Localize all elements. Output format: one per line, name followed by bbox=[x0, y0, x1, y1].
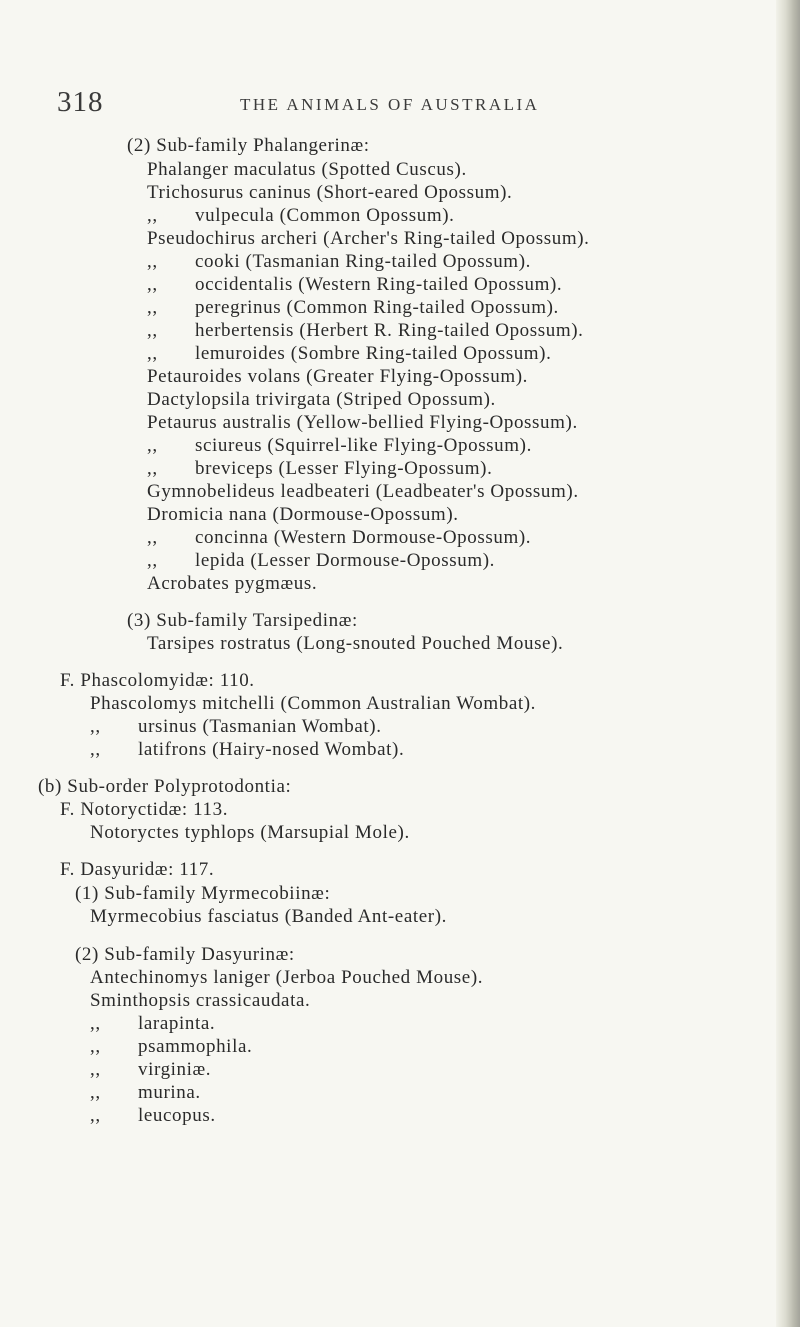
text-line: ,, murina. bbox=[90, 1082, 201, 1103]
text-line: (2) Sub-family Phalangerinæ: bbox=[127, 135, 370, 156]
text-line: ,, peregrinus (Common Ring-tailed Opossum). bbox=[147, 297, 559, 318]
text-line: ,, psammophila. bbox=[90, 1036, 253, 1057]
text-line: ,, sciureus (Squirrel-like Flying-Opossum). bbox=[147, 435, 532, 456]
text-line: ,, larapinta. bbox=[90, 1013, 216, 1034]
text-line: ,, breviceps (Lesser Flying-Opossum). bbox=[147, 458, 493, 479]
text-line: ,, cooki (Tasmanian Ring-tailed Opossum). bbox=[147, 251, 531, 272]
text-line: ,, herbertensis (Herbert R. Ring-tailed Opossum). bbox=[147, 320, 584, 341]
text-line: ,, vulpecula (Common Opossum). bbox=[147, 205, 455, 226]
text-line: Phascolomys mitchelli (Common Australian Wombat). bbox=[90, 693, 537, 714]
text-line: ,, latifrons (Hairy-nosed Wombat). bbox=[90, 739, 405, 760]
text-line: (2) Sub-family Dasyurinæ: bbox=[75, 944, 295, 965]
running-head: THE ANIMALS OF AUSTRALIA bbox=[240, 95, 540, 114]
text-line: F. Notoryctidæ: 113. bbox=[60, 799, 229, 820]
text-line: Dactylopsila trivirgata (Striped Opossum). bbox=[147, 389, 496, 410]
text-line: Petauroides volans (Greater Flying-Opossum). bbox=[147, 366, 528, 387]
text-line: F. Phascolomyidæ: 110. bbox=[60, 670, 255, 691]
text-line: (b) Sub-order Polyprotodontia: bbox=[38, 776, 292, 797]
text-line: Tarsipes rostratus (Long-snouted Pouched Mouse). bbox=[147, 633, 564, 654]
page-number: 318 bbox=[57, 86, 104, 118]
text-line: ,, lepida (Lesser Dormouse-Opossum). bbox=[147, 550, 495, 571]
text-line: ,, virginiæ. bbox=[90, 1059, 212, 1080]
text-line: (1) Sub-family Myrmecobiinæ: bbox=[75, 883, 331, 904]
text-line: ,, ursinus (Tasmanian Wombat). bbox=[90, 716, 382, 737]
text-line: Notoryctes typhlops (Marsupial Mole). bbox=[90, 822, 410, 843]
text-line: Acrobates pygmæus. bbox=[147, 573, 318, 594]
text-line: ,, leucopus. bbox=[90, 1105, 216, 1126]
text-line: Gymnobelideus leadbeateri (Leadbeater's Opossum). bbox=[147, 481, 579, 502]
text-line: ,, lemuroides (Sombre Ring-tailed Opossum). bbox=[147, 343, 552, 364]
text-line: ,, concinna (Western Dormouse-Opossum). bbox=[147, 527, 532, 548]
text-line: Phalanger maculatus (Spotted Cuscus). bbox=[147, 159, 467, 180]
text-line: Myrmecobius fasciatus (Banded Ant-eater). bbox=[90, 906, 447, 927]
text-line: Pseudochirus archeri (Archer's Ring-tailed Opossum). bbox=[147, 228, 590, 249]
text-line: Petaurus australis (Yellow-bellied Flying-Opossum). bbox=[147, 412, 578, 433]
text-line: ,, occidentalis (Western Ring-tailed Opossum). bbox=[147, 274, 563, 295]
text-line: Dromicia nana (Dormouse-Opossum). bbox=[147, 504, 459, 525]
text-line: Trichosurus caninus (Short-eared Opossum). bbox=[147, 182, 513, 203]
page-gutter-shadow bbox=[776, 0, 800, 1327]
text-line: Sminthopsis crassicaudata. bbox=[90, 990, 311, 1011]
text-line: (3) Sub-family Tarsipedinæ: bbox=[127, 610, 358, 631]
text-line: F. Dasyuridæ: 117. bbox=[60, 859, 215, 880]
text-line: Antechinomys laniger (Jerboa Pouched Mouse). bbox=[90, 967, 484, 988]
